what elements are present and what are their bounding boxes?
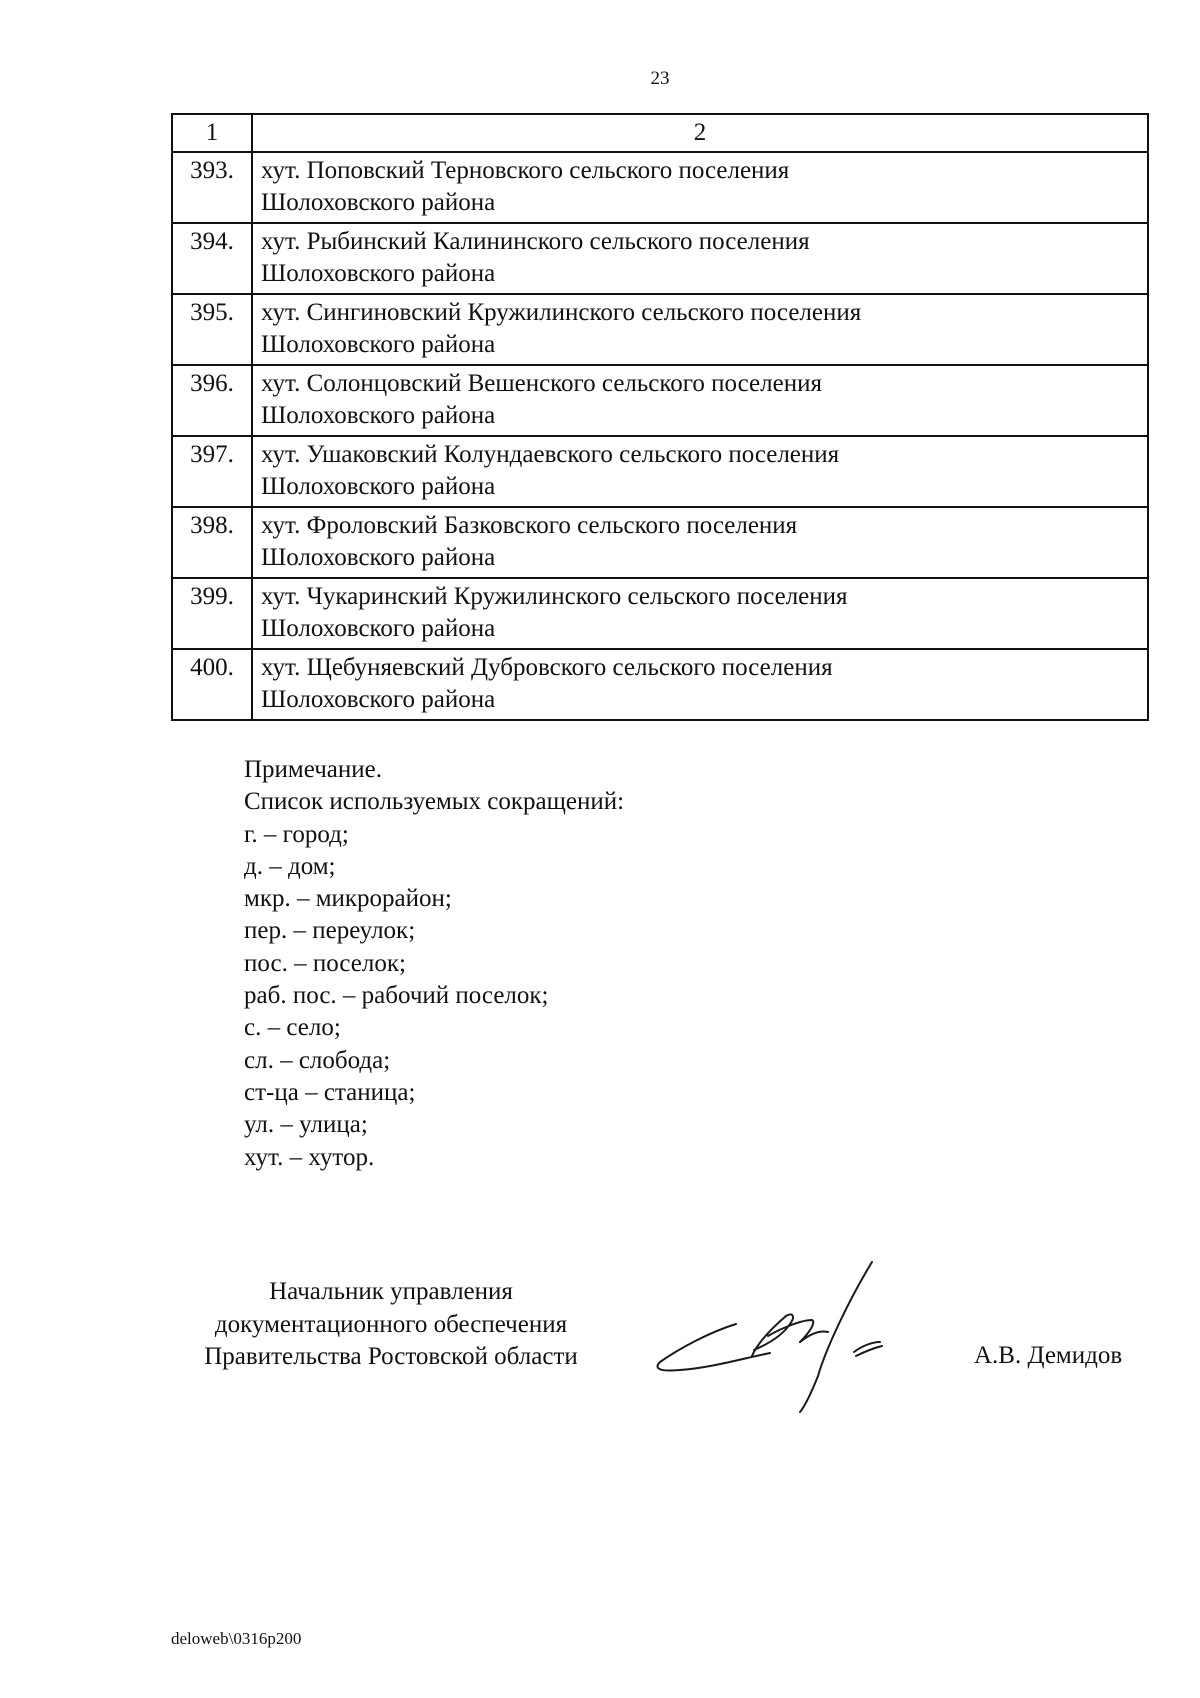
table-row [172,436,1148,507]
settlement-line-2: Шолоховского района [261,686,496,713]
row-number: 394. [172,223,252,294]
abbreviation-item: д. – дом; [244,852,336,880]
position-line: Правительства Ростовской области [204,1343,578,1370]
table-row [172,152,1148,223]
settlement-line-1: хут. Ушаковский Колундаевского сельского поселения [261,441,840,468]
row-settlement [252,365,1148,436]
settlement-line-1: хут. Рыбинский Калининского сельского поселения [261,228,810,255]
settlement-line-1: хут. Чукаринский Кружилинского сельского поселения [261,583,848,610]
row-number: 400. [172,649,252,720]
abbreviation-item: пос. – поселок; [244,949,406,977]
abbreviation-item: раб. пос. – рабочий поселок; [244,982,549,1010]
settlement-line-2: Шолоховского района [261,331,496,358]
settlement-line-2: Шолоховского района [261,615,496,642]
table-row [172,294,1148,365]
row-number: 398. [172,507,252,578]
table-row [172,578,1148,649]
settlement-line-2: Шолоховского района [261,473,496,500]
settlements-table [171,113,1149,721]
abbreviation-item: хут. – хутор. [244,1143,375,1171]
settlement-line-2: Шолоховского района [261,544,496,571]
table-row [172,223,1148,294]
page-number: 23 [650,68,670,89]
abbreviation-item: мкр. – микрорайон; [244,885,452,913]
abbreviation-item: сл. – слобода; [244,1046,391,1074]
settlement-line-2: Шолоховского района [261,189,496,216]
settlement-line-2: Шолоховского района [261,260,496,287]
settlement-line-1: хут. Щебуняевский Дубровского сельского поселения [261,654,833,681]
row-number: 396. [172,365,252,436]
row-settlement [252,152,1148,223]
row-number: 399. [172,578,252,649]
settlement-line-1: хут. Поповский Терновского сельского поселения [261,157,790,184]
table-row [172,649,1148,720]
position-line: Начальник управления [269,1278,513,1305]
note-subtitle: Список используемых сокращений: [244,788,625,816]
position-line: документационного обеспечения [214,1310,568,1338]
signatory-name: А.В. Демидов [974,1342,1123,1369]
table-header-col-1: 1 [172,114,252,152]
abbreviation-item: ул. – улица; [244,1111,368,1139]
abbreviation-item: г. – город; [244,820,349,848]
row-settlement [252,649,1148,720]
row-number: 393. [172,152,252,223]
abbreviation-item: пер. – переулок; [244,917,416,945]
handwritten-signature [650,1258,950,1418]
row-number: 397. [172,436,252,507]
settlement-line-1: хут. Фроловский Базковского сельского поселения [261,512,798,539]
row-settlement [252,223,1148,294]
table-header-col-2: 2 [252,114,1148,152]
settlement-line-1: хут. Солонцовский Вешенского сельского поселения [261,370,822,397]
row-number: 395. [172,294,252,365]
document-code: deloweb\0316p200 [171,1629,302,1648]
abbreviations-note [244,754,624,1174]
row-settlement [252,294,1148,365]
row-settlement [252,436,1148,507]
note-title: Примечание. [244,756,383,783]
settlement-line-2: Шолоховского района [261,402,496,429]
table-row [172,507,1148,578]
row-settlement [252,507,1148,578]
abbreviation-item: с. – село; [244,1014,341,1042]
signatory-position [171,1276,611,1374]
settlement-line-1: хут. Сингиновский Кружилинского сельского поселения [261,299,862,326]
table-row [172,365,1148,436]
abbreviation-item: ст-ца – станица; [244,1078,416,1106]
table-header-row [172,114,1148,152]
row-settlement [252,578,1148,649]
